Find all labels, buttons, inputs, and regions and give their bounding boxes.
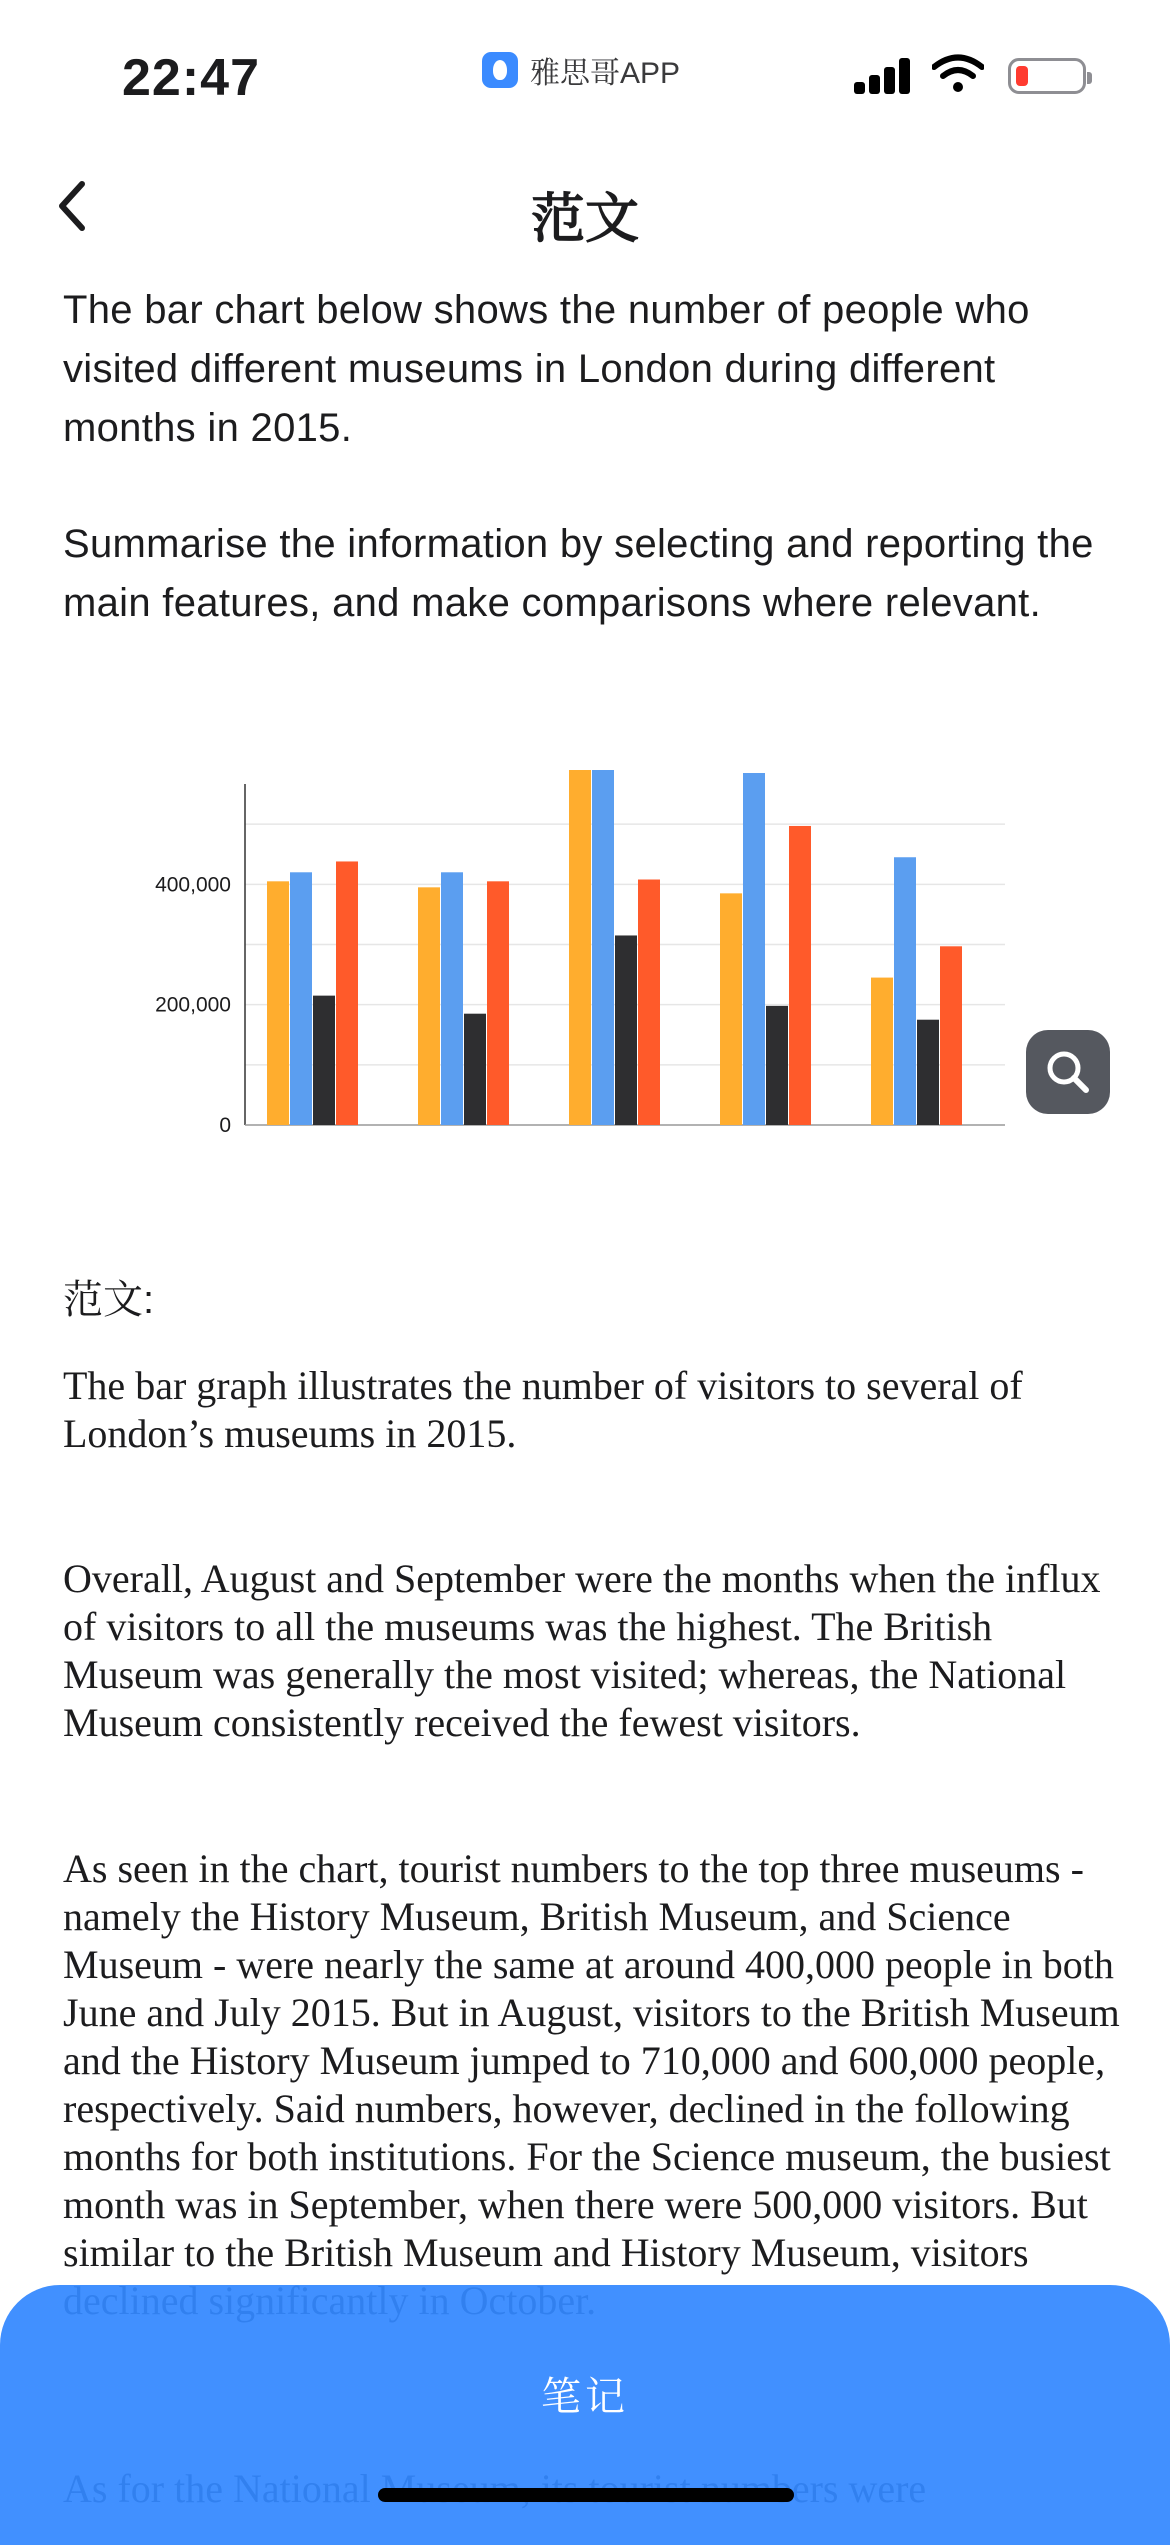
essay-paragraph-2: Overall, August and September were the months when the influx of visitors to all the museums was the highest. The British Museum was generally the most visited; whereas, the National Museum consistently received the fewest visitors. — [63, 1556, 1101, 1745]
battery-level — [1016, 66, 1028, 86]
bar-series-3-group-4 — [766, 1006, 788, 1125]
bar-series-4-group-1 — [336, 861, 358, 1125]
bar-series-1-group-5 — [871, 978, 893, 1125]
cellular-signal-icon — [854, 58, 912, 94]
zoom-image-button[interactable] — [1026, 1030, 1110, 1114]
bar-series-2-group-2 — [441, 872, 463, 1125]
bar-series-3-group-5 — [917, 1020, 939, 1125]
bar-series-1-group-4 — [720, 893, 742, 1125]
bar-series-1-group-3 — [569, 770, 591, 1125]
bar-series-4-group-2 — [487, 881, 509, 1125]
essay-paragraph-3: As seen in the chart, tourist numbers to the top three museums - namely the History Museum, British Museum, and Science Museum - were nearly the same at around 400,000 people in both June and July 2015. But in August, visitors to the British Museum and the History Museum jumped to 710,000 and 600,000 people, respectively. Said numbers, however, declined in the following months for both institutions. For the Science museum, the busiest month was in September, when there were 500,000 visitors. But similar to the British Museum and History Museum, visitors — [63, 1846, 1120, 2275]
bar-series-2-group-5 — [894, 857, 916, 1125]
app-logo-icon — [482, 52, 518, 88]
app-indicator — [482, 48, 680, 92]
bar-series-3-group-1 — [313, 996, 335, 1125]
home-indicator[interactable] — [378, 2488, 794, 2502]
bar-series-2-group-1 — [290, 872, 312, 1125]
status-time: 22:47 — [122, 49, 260, 107]
app-name: 雅思哥APP — [530, 57, 681, 90]
task-prompt-paragraph-1: The bar chart below shows the number of people who visited different museums in London during different months in 2015. — [63, 288, 1030, 450]
y-tick-label: 200,000 — [155, 993, 231, 1017]
bar-series-1-group-2 — [418, 887, 440, 1125]
bar-series-4-group-5 — [940, 946, 962, 1125]
wifi-icon — [932, 54, 984, 94]
battery-icon — [1008, 58, 1086, 94]
task-prompt-paragraph-2: Summarise the information by selecting and reporting the main features, and make comparisons where relevant. — [63, 522, 1094, 625]
notes-button[interactable] — [0, 2285, 1170, 2545]
status-bar — [0, 0, 1170, 150]
notes-button-label: 笔记 — [541, 2375, 629, 2419]
y-tick-label: 400,000 — [155, 873, 231, 897]
page-title: 范文 — [531, 189, 639, 249]
bar-series-2-group-3 — [592, 770, 614, 1125]
bar-series-1-group-1 — [267, 881, 289, 1125]
bar-series-4-group-4 — [789, 826, 811, 1125]
y-tick-label: 0 — [219, 1114, 231, 1137]
bar-series-3-group-2 — [464, 1014, 486, 1125]
bar-series-2-group-4 — [743, 773, 765, 1125]
essay-paragraph-1: The bar graph illustrates the number of visitors to several of London’s museums in 2015. — [63, 1363, 1023, 1456]
bar-series-4-group-3 — [638, 880, 660, 1125]
magnifier-icon — [1044, 1048, 1092, 1096]
sample-essay-heading: 范文: — [63, 1278, 155, 1322]
bar-series-3-group-3 — [615, 935, 637, 1125]
nav-bar — [0, 160, 1170, 250]
bar-chart — [120, 770, 1020, 1150]
